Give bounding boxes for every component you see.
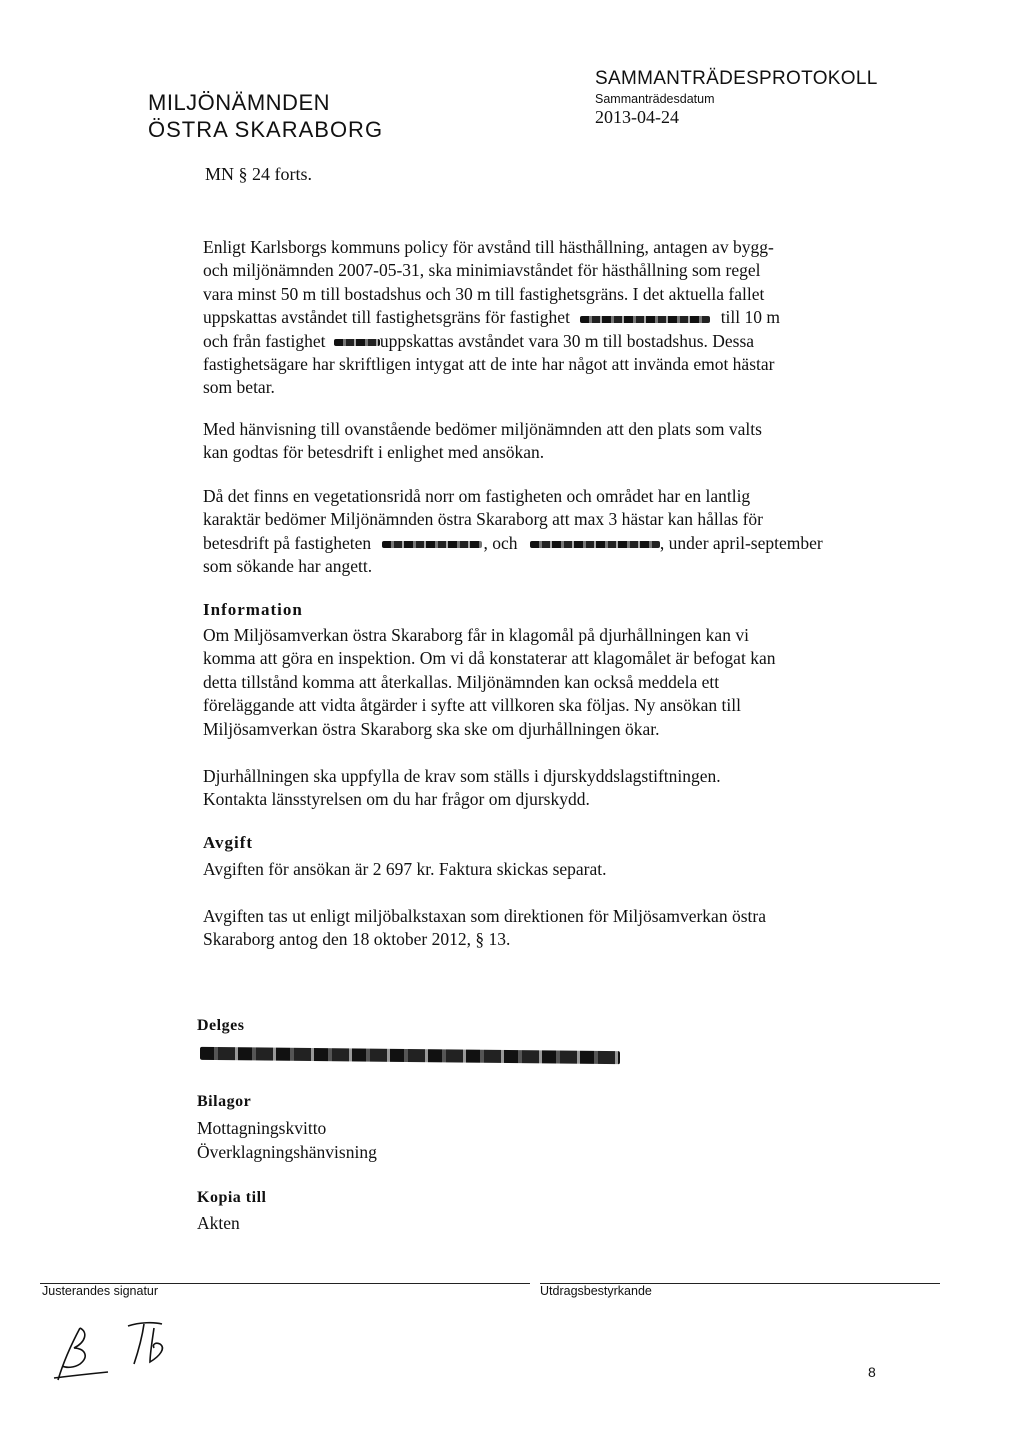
heading-delges: Delges bbox=[197, 1017, 245, 1034]
text-span: och från fastighet bbox=[203, 330, 326, 351]
copy-list bbox=[197, 1212, 240, 1236]
text-line bbox=[203, 532, 893, 555]
text-span: betesdrift på fastigheten bbox=[203, 532, 372, 553]
text-line bbox=[203, 330, 893, 353]
text-span: till 10 m bbox=[720, 307, 780, 328]
organization-subname: ÖSTRA SKARABORG bbox=[148, 117, 384, 142]
meeting-date-label: Sammanträdesdatum bbox=[595, 92, 715, 106]
heading-bilagor: Bilagor bbox=[197, 1093, 252, 1110]
paragraph-decision bbox=[203, 485, 893, 579]
text-line: Med hänvisning till ovanstående bedömer miljönämnden att den plats som valts bbox=[203, 419, 762, 439]
heading-kopia: Kopia till bbox=[197, 1189, 267, 1206]
handwritten-signature bbox=[50, 1318, 190, 1388]
text-span: uppskattas avståndet vara 30 m till bostadshus. Dessa bbox=[379, 330, 755, 351]
meeting-date: 2013-04-24 bbox=[595, 107, 679, 127]
text-line: Kontakta länsstyrelsen om du har frågor om djurskydd. bbox=[203, 789, 590, 810]
paragraph-information bbox=[203, 624, 893, 741]
text-line: Miljösamverkan östra Skaraborg ska ske om djurhållningen ökar. bbox=[203, 718, 660, 739]
page-number: 8 bbox=[868, 1364, 876, 1380]
section-reference: MN § 24 forts. bbox=[205, 164, 312, 184]
text-line bbox=[203, 306, 893, 329]
heading-information: Information bbox=[203, 600, 303, 619]
paragraph-fee bbox=[203, 858, 893, 881]
attachments-list bbox=[197, 1117, 377, 1164]
paragraph-policy bbox=[203, 236, 893, 400]
paragraph-animal-welfare bbox=[203, 765, 893, 812]
text-line: komma att göra en inspektion. Om vi då konstaterar att klagomålet är befogat kan bbox=[203, 648, 776, 669]
text-span: , under april-september bbox=[659, 532, 823, 553]
heading-avgift: Avgift bbox=[203, 833, 254, 852]
list-item: Överklagningshänvisning bbox=[197, 1141, 377, 1162]
document-type: SAMMANTRÄDESPROTOKOLL bbox=[595, 68, 878, 89]
justerandes-label: Justerandes signatur bbox=[42, 1284, 159, 1298]
text-line: detta tillstånd komma att återkallas. Miljönämnden kan också meddela ett bbox=[203, 671, 720, 692]
list-item: Akten bbox=[197, 1213, 240, 1233]
text-line: Om Miljösamverkan östra Skaraborg får in klagomål på djurhållningen kan vi bbox=[203, 625, 749, 645]
text-line: Då det finns en vegetationsridå norr om fastigheten och området har en lantlig bbox=[203, 486, 751, 506]
redacted-recipients bbox=[200, 1047, 620, 1064]
text-line: Avgiften för ansökan är 2 697 kr. Faktura skickas separat. bbox=[203, 859, 607, 879]
list-item: Mottagningskvitto bbox=[197, 1118, 327, 1138]
text-span: uppskattas avståndet till fastighetsgräns för fastighet bbox=[203, 307, 570, 328]
redacted-property bbox=[382, 541, 482, 548]
text-line: kan godtas för betesdrift i enlighet med ansökan. bbox=[203, 442, 545, 463]
text-line: Enligt Karlsborgs kommuns policy för avstånd till hästhållning, antagen av bygg- bbox=[203, 237, 774, 257]
redacted-property bbox=[530, 541, 660, 548]
text-span: , och bbox=[483, 532, 518, 553]
paragraph-assessment bbox=[203, 418, 893, 465]
text-line: som sökande har angett. bbox=[203, 556, 373, 577]
paragraph-fee-basis bbox=[203, 905, 893, 952]
text-line: Skaraborg antog den 18 oktober 2012, § 13. bbox=[203, 929, 511, 950]
text-line: och miljönämnden 2007-05-31, ska minimiavståndet för hästhållning som regel bbox=[203, 260, 761, 281]
text-line: Avgiften tas ut enligt miljöbalkstaxan som direktionen för Miljösamverkan östra bbox=[203, 906, 766, 926]
text-line: Djurhållningen ska uppfylla de krav som ställs i djurskyddslagstiftningen. bbox=[203, 766, 721, 786]
text-line: föreläggande att vidta åtgärder i syfte att villkoren ska följas. Ny ansökan till bbox=[203, 695, 741, 716]
redacted-property bbox=[580, 316, 710, 323]
utdrag-label: Utdragsbestyrkande bbox=[540, 1284, 652, 1298]
text-line: fastighetsägare har skriftligen intygat att de inte har något att invända emot hästar bbox=[203, 354, 775, 375]
redacted-property bbox=[334, 339, 380, 346]
text-line: karaktär bedömer Miljönämnden östra Skaraborg att max 3 hästar kan hållas för bbox=[203, 509, 763, 530]
organization-name: MILJÖNÄMNDEN bbox=[148, 90, 331, 115]
text-line: som betar. bbox=[203, 377, 275, 398]
text-line: vara minst 50 m till bostadshus och 30 m till fastighetsgräns. I det aktuella fallet bbox=[203, 283, 765, 304]
